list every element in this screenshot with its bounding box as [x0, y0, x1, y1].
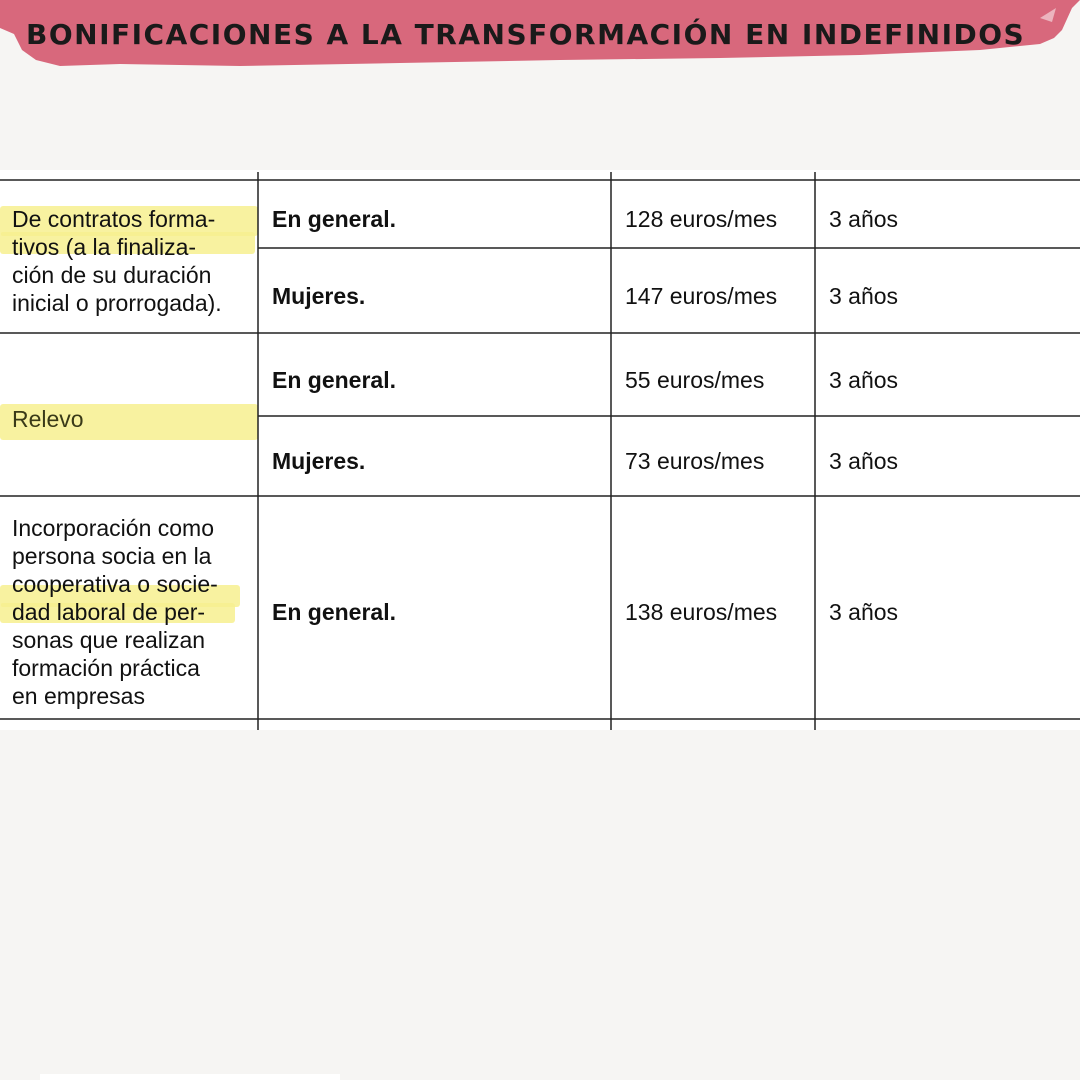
duration-cell: 3 años — [829, 283, 899, 309]
amount-cell: 128 euros/mes — [625, 206, 778, 232]
amount-cell: 138 euros/mes — [625, 599, 778, 625]
duration-cell: 3 años — [829, 206, 899, 232]
group-cell: En general. — [272, 599, 396, 625]
amount-cell: 73 euros/mes — [625, 448, 765, 474]
category-cell: Incorporación como persona socia en la cooperativa o socie- dad laboral de per- sonas que realizan formación práctica en empresas — [12, 515, 218, 709]
amount-cell: 147 euros/mes — [625, 283, 778, 309]
category-cell: Relevo — [12, 406, 84, 432]
group-cell: Mujeres. — [272, 283, 366, 309]
category-cell: De contratos forma- tivos (a la finaliza- ción de su duración inicial o prorrogada). — [12, 206, 222, 316]
title-banner — [0, 0, 1080, 75]
group-cell: Mujeres. — [272, 448, 366, 474]
amount-cell: 55 euros/mes — [625, 367, 765, 393]
footer-strip — [40, 1074, 340, 1080]
duration-cell: 3 años — [829, 448, 899, 474]
group-cell: En general. — [272, 367, 396, 393]
page-title: BONIFICACIONES A LA TRANSFORMACIÓN EN INDEFINIDOS — [26, 18, 1026, 51]
duration-cell: 3 años — [829, 599, 899, 625]
group-cell: En general. — [272, 206, 396, 232]
duration-cell: 3 años — [829, 367, 899, 393]
bonus-table — [0, 170, 1080, 730]
